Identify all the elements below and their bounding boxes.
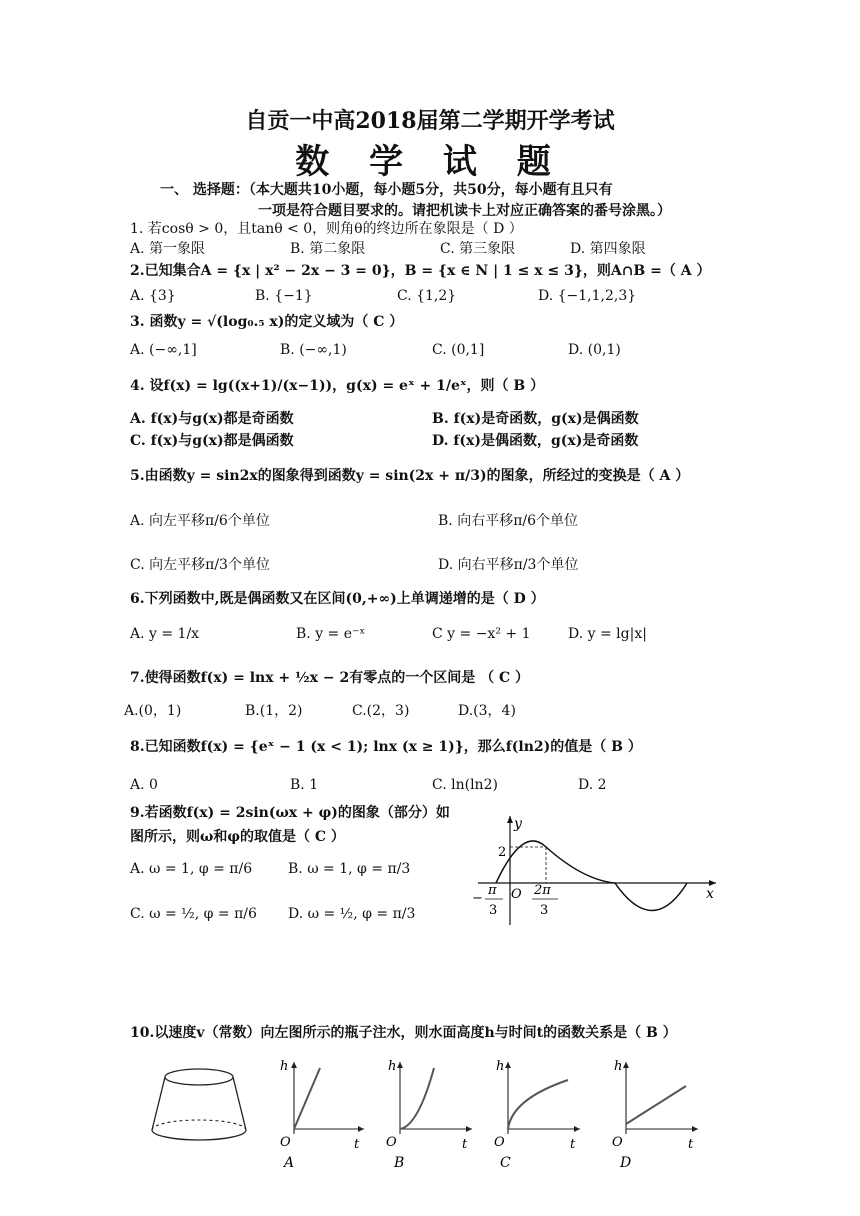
q2-option-b: B. {−1} xyxy=(255,288,313,304)
right-tick-den: 3 xyxy=(540,903,549,918)
q5-option-c: C. 向左平移π/3个单位 xyxy=(130,557,270,573)
q4-option-a: A. f(x)与g(x)都是奇函数 xyxy=(130,411,294,427)
question-7-stem: 7.使得函数f(x) = lnx + ½x − 2有零点的一个区间是 （ C ） xyxy=(130,670,529,686)
section-instruction-line1: 一、 选择题：（本大题共10小题，每小题5分，共50分，每小题有且只有 xyxy=(160,182,613,198)
q3-option-d: D. (0,1) xyxy=(568,342,621,358)
q3-option-a: A. (−∞,1] xyxy=(130,342,197,358)
graph-c-origin: O xyxy=(494,1135,505,1150)
question-10-stem: 10.以速度v（常数）向左图所示的瓶子注水，则水面高度h与时间t的函数关系是（ B ） xyxy=(130,1025,677,1041)
left-sign: − xyxy=(472,891,483,906)
q9-option-c: C. ω = ½, φ = π/6 xyxy=(130,906,257,922)
graph-d-label: D xyxy=(620,1155,632,1169)
q7-option-a: A.(0，1) xyxy=(124,703,182,719)
q7-option-c: C.(2，3) xyxy=(352,703,410,719)
bottle-figure xyxy=(146,1066,252,1146)
q6-option-d: D. y = lg|x| xyxy=(568,626,647,642)
q3-option-b: B. (−∞,1) xyxy=(280,342,347,358)
q1-option-c: C. 第三象限 xyxy=(440,241,516,257)
q2-option-c: C. {1,2} xyxy=(397,288,457,304)
q8-option-d: D. 2 xyxy=(578,777,607,793)
q2-option-a: A. {3} xyxy=(130,288,176,304)
x-label: x xyxy=(706,886,714,902)
graph-option-b xyxy=(378,1054,478,1169)
graph-a-curve xyxy=(294,1068,320,1129)
q6-option-c: C y = −x² + 1 xyxy=(432,626,531,642)
graph-d-curve xyxy=(626,1086,686,1124)
sine-curve xyxy=(496,841,687,911)
q8-option-b: B. 1 xyxy=(290,777,319,793)
graph-c-curve xyxy=(508,1080,568,1129)
peak-label: 2 xyxy=(498,845,507,860)
graph-b-origin: O xyxy=(386,1135,397,1150)
q7-option-d: D.(3，4) xyxy=(458,703,516,719)
question-9-stem: 9.若函数f(x) = 2sin(ωx + φ)的图象（部分）如图所示，则ω和φ的取值是（ C ） xyxy=(130,805,450,845)
graph-b-h-label: h xyxy=(388,1059,397,1074)
q2-option-d: D. {−1,1,2,3} xyxy=(538,288,637,304)
exam-title: 自贡一中高2018届第二学期开学考试 xyxy=(245,108,615,134)
q5-option-b: B. 向右平移π/6个单位 xyxy=(438,513,579,529)
graph-a-label: A xyxy=(284,1155,295,1169)
graph-a-t-label: t xyxy=(354,1137,360,1152)
left-tick-num: π xyxy=(488,883,497,898)
graph-option-c xyxy=(486,1054,586,1169)
graph-c-h-label: h xyxy=(496,1059,505,1074)
right-tick-num: 2π xyxy=(534,883,551,898)
q1-option-b: B. 第二象限 xyxy=(290,241,366,257)
graph-a-origin: O xyxy=(280,1135,291,1150)
q7-option-b: B.(1，2) xyxy=(245,703,303,719)
q4-option-b: B. f(x)是奇函数，g(x)是偶函数 xyxy=(432,411,639,427)
graph-c-label: C xyxy=(500,1155,511,1169)
graph-d-h-label: h xyxy=(614,1059,623,1074)
graph-a-h-label: h xyxy=(280,1059,289,1074)
y-label: y xyxy=(514,816,522,832)
sine-graph xyxy=(468,810,728,930)
graph-c-t-label: t xyxy=(570,1137,576,1152)
q4-option-c: C. f(x)与g(x)都是偶函数 xyxy=(130,433,294,449)
graph-option-a xyxy=(268,1054,368,1169)
subject-title: 数 学 试 题 xyxy=(295,142,565,182)
graph-b-curve xyxy=(400,1068,434,1129)
graph-d-origin: O xyxy=(612,1135,623,1150)
q9-option-d: D. ω = ½, φ = π/3 xyxy=(288,906,416,922)
q1-option-a: A. 第一象限 xyxy=(130,241,206,257)
question-2-stem: 2.已知集合A = {x | x² − 2x − 3 = 0}，B = {x ∈ N | 1 ≤ x ≤ 3}，则A∩B =（ A ） xyxy=(130,263,711,279)
q5-option-d: D. 向右平移π/3个单位 xyxy=(438,557,579,573)
q8-option-a: A. 0 xyxy=(130,777,158,793)
q5-option-a: A. 向左平移π/6个单位 xyxy=(130,513,270,529)
section-instruction-line2: 一项是符合题目要求的。请把机读卡上对应正确答案的番号涂黑。） xyxy=(258,203,671,219)
question-5-stem: 5.由函数y = sin2x的图象得到函数y = sin(2x + π/3)的图象，所经过的变换是（ A ） xyxy=(130,468,690,484)
q8-option-c: C. ln(ln2) xyxy=(432,777,498,793)
q6-option-a: A. y = 1/x xyxy=(130,626,200,642)
q1-option-d: D. 第四象限 xyxy=(570,241,646,257)
question-1-stem: 1. 若cosθ > 0，且tanθ < 0，则角θ的终边所在象限是（ D ） xyxy=(130,221,523,237)
question-6-stem: 6.下列函数中,既是偶函数又在区间(0,+∞)上单调递增的是（ D ） xyxy=(130,591,545,607)
q6-option-b: B. y = e⁻ˣ xyxy=(296,626,366,642)
question-3-stem: 3. 函数y = √(log₀.₅ x)的定义域为（ C ） xyxy=(130,314,404,330)
question-8-stem: 8.已知函数f(x) = {eˣ − 1 (x < 1); lnx (x ≥ 1)}，那么f(ln2)的值是（ B ） xyxy=(130,739,642,755)
graph-option-d xyxy=(604,1054,704,1169)
left-tick-den: 3 xyxy=(489,903,498,918)
q9-option-b: B. ω = 1, φ = π/3 xyxy=(288,861,411,877)
question-4-stem: 4. 设f(x) = lg((x+1)/(x−1))，g(x) = eˣ + 1/eˣ，则（ B ） xyxy=(130,378,545,394)
q3-option-c: C. (0,1] xyxy=(432,342,485,358)
q9-option-a: A. ω = 1, φ = π/6 xyxy=(130,861,253,877)
origin-label: O xyxy=(511,887,522,902)
graph-b-t-label: t xyxy=(462,1137,468,1152)
graph-d-t-label: t xyxy=(688,1137,694,1152)
graph-b-label: B xyxy=(394,1155,405,1169)
q4-option-d: D. f(x)是偶函数，g(x)是奇函数 xyxy=(432,433,639,449)
